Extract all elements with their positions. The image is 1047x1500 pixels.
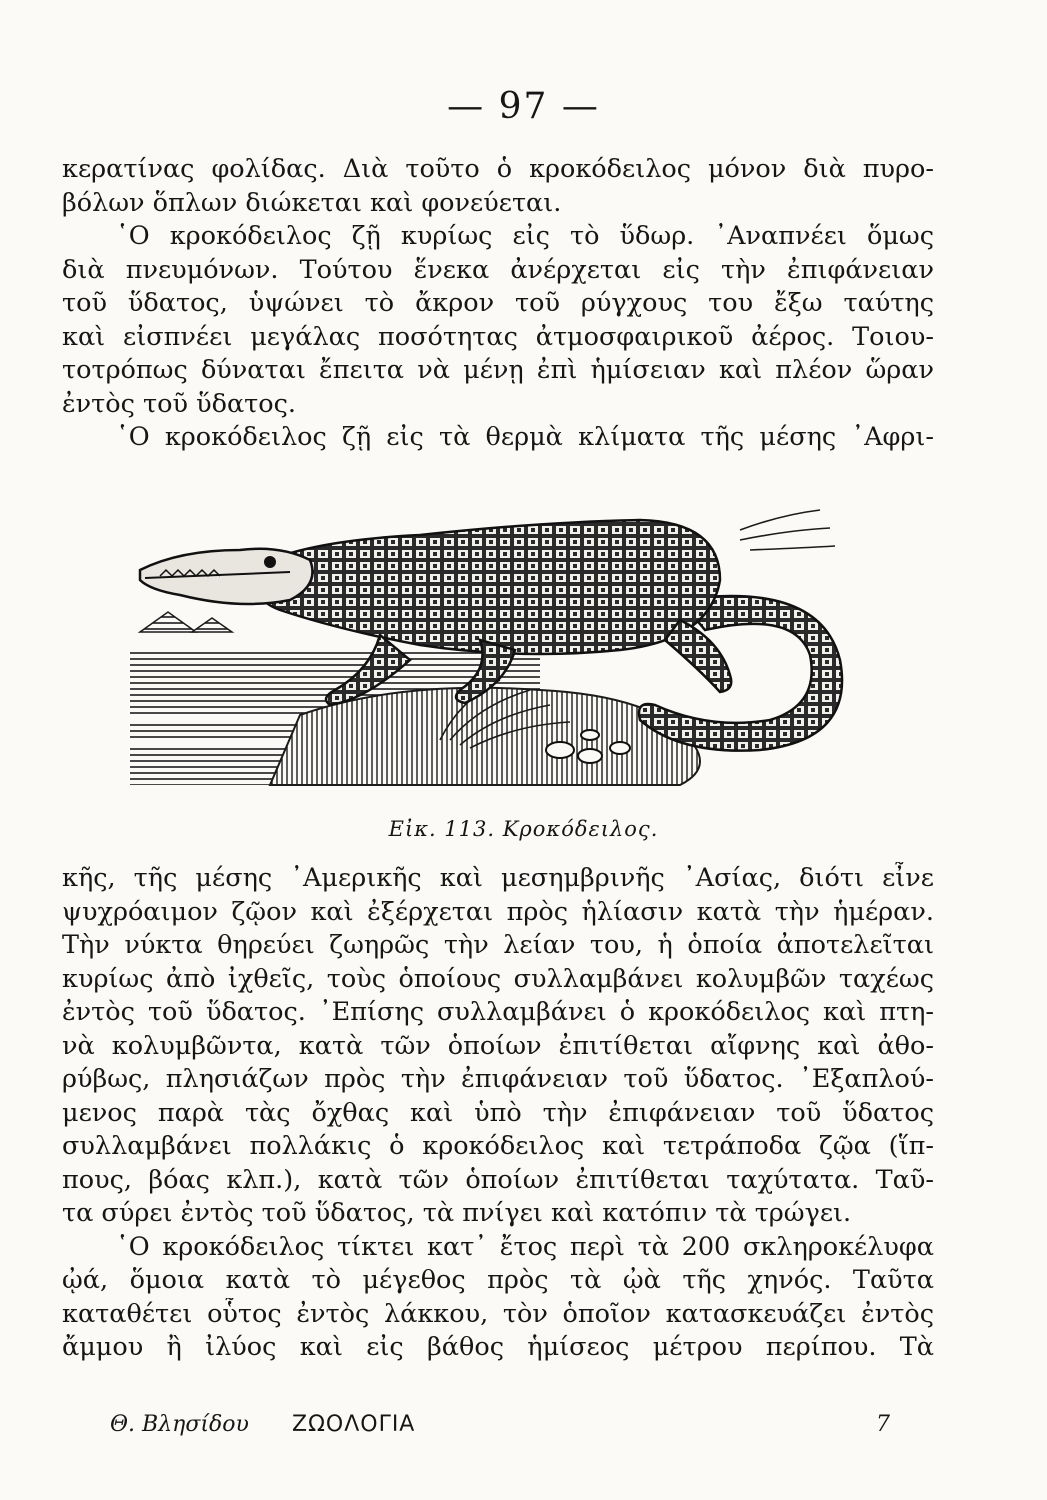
- text-line: ἄμμου ἢ ἰλύος καὶ εἰς βάθος ἡμίσεος μέτρου περίπου. Τὰ: [62, 1332, 934, 1362]
- footer-book-title: ΖΩΟΛΟΓΙΑ: [292, 1412, 416, 1437]
- text-line: ῾Ο κροκόδειλος ζῇ κυρίως εἰς τὸ ὕδωρ. ᾿Αναπνέει ὅμως: [116, 221, 934, 251]
- text-line: διὰ πνευμόνων. Τούτου ἕνεκα ἀνέρχεται εἰς τὴν ἐπιφάνειαν: [62, 254, 934, 285]
- text-line: ἐντὸς τοῦ ὕδατος.: [62, 388, 297, 419]
- text-line: κυρίως ἀπὸ ἰχθεῖς, τοὺς ὁποίους συλλαμβάνει κολυμβῶν ταχέως: [62, 963, 934, 994]
- text-line: καταθέτει οὗτος ἐντὸς λάκκου, τὸν ὁποῖον κατασκευάζει ἐντὸς: [62, 1298, 934, 1329]
- text-line: συλλαμβάνει πολλάκις ὁ κροκόδειλος καὶ τετράποδα ζῷα (ἵπ-: [62, 1131, 934, 1161]
- text-line: ῾Ο κροκόδειλος ζῇ εἰς τὰ θερμὰ κλίματα τῆς μέσης ᾿Αφρι-: [116, 422, 934, 452]
- text-line: κερατίνας φολίδας. Διὰ τοῦτο ὁ κροκόδειλος μόνον διὰ πυρο-: [62, 154, 934, 184]
- figure-caption: Εἰκ. 113. Κροκόδειλος.: [388, 817, 659, 841]
- text-line: ψυχρόαιμον ζῷον καὶ ἐξέρχεται πρὸς ἡλίασιν κατὰ τὴν ἡμέραν.: [62, 896, 934, 927]
- text-line: νὰ κολυμβῶντα, κατὰ τῶν ὁποίων ἐπιτίθεται αἴφνης καὶ ἀθο-: [62, 1030, 934, 1061]
- footer-author: Θ. Βλησίδου: [110, 1412, 249, 1437]
- text-line: ρύβως, πλησιάζων πρὸς τὴν ἐπιφάνειαν τοῦ ὕδατος. ᾿Εξαπλού-: [62, 1064, 934, 1094]
- text-line: ῾Ο κροκόδειλος τίκτει κατ᾿ ἔτος περὶ τὰ 200 σκληροκέλυφα: [116, 1231, 934, 1262]
- page-footer: [110, 1412, 890, 1446]
- page-number: — 97 —: [447, 86, 600, 127]
- text-line: τοτρόπως δύναται ἔπειτα νὰ μένῃ ἐπὶ ἡμίσειαν καὶ πλέον ὥραν: [62, 355, 934, 385]
- text-line: τοῦ ὕδατος, ὑψώνει τὸ ἄκρον τοῦ ρύγχους του ἔξω ταύτης: [62, 288, 934, 318]
- crocodile-eye: [264, 556, 276, 568]
- pyramids: [140, 612, 232, 632]
- text-block-bottom: [62, 862, 934, 1365]
- text-line: ᾠά, ὅμοια κατὰ τὸ μέγεθος πρὸς τὰ ᾠὰ τῆς χηνός. Ταῦτα: [62, 1265, 934, 1295]
- text-line: Τὴν νύκτα θηρεύει ζωηρῶς τὴν λείαν του, ἡ ὁποία ἀποτελεῖται: [62, 930, 934, 960]
- text-line: καὶ εἰσπνέει μεγάλας ποσότητας ἀτμοσφαιρικοῦ ἀέρος. Τοιου-: [62, 321, 934, 352]
- footer-sheet-number: 7: [876, 1412, 890, 1437]
- text-block-top: [62, 153, 934, 455]
- text-line: τα σύρει ἐντὸς τοῦ ὕδατος, τὰ πνίγει καὶ κατόπιν τὰ τρώγει.: [62, 1198, 852, 1228]
- text-line: κῆς, τῆς μέσης ᾿Αμερικῆς καὶ μεσημβρινῆς ᾿Ασίας, διότι εἶνε: [62, 863, 934, 893]
- text-line: πους, βόας κλπ.), κατὰ τῶν ὁποίων ἐπιτίθεται ταχύτατα. Ταῦ-: [62, 1164, 934, 1195]
- text-line: ἐντὸς τοῦ ὕδατος. ᾿Επίσης συλλαμβάνει ὁ κροκόδειλος καὶ πτη-: [62, 997, 934, 1027]
- text-line: μενος παρὰ τὰς ὄχθας καὶ ὑπὸ τὴν ἐπιφάνειαν τοῦ ὕδατος: [62, 1097, 934, 1128]
- crocodile-body: [257, 520, 720, 654]
- text-line: βόλων ὅπλων διώκεται καὶ φονεύεται.: [62, 187, 562, 218]
- crocodile-illustration: [120, 500, 860, 800]
